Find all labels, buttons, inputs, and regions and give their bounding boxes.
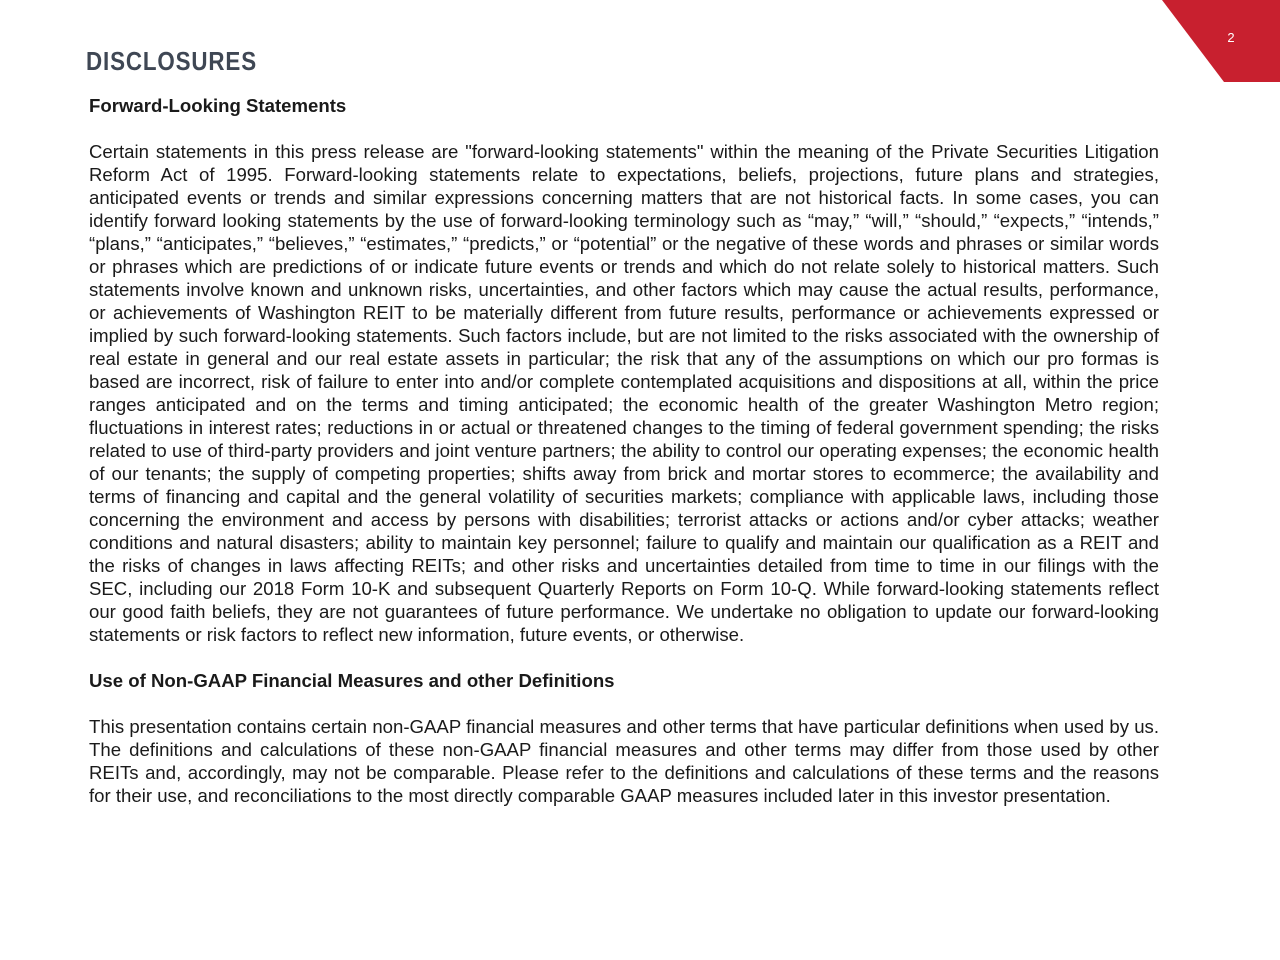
disclosure-content xyxy=(89,94,1159,807)
page-number: 2 xyxy=(1227,30,1235,45)
section-body-non-gaap: This presentation contains certain non-GAAP financial measures and other terms that have particular definitions when used by us. The definitions and calculations of these non-GAAP financial measures and other terms may differ from those used by other REITs and, accordingly, may not be comparable. Please refer to the definitions and calculations of these terms and the reasons for their use, and reconciliations to the most directly comparable GAAP measures included later in this investor presentation. xyxy=(89,716,1159,806)
section-heading-non-gaap: Use of Non-GAAP Financial Measures and other Definitions xyxy=(89,670,615,691)
section-heading-forward-looking: Forward-Looking Statements xyxy=(89,95,347,116)
section-body-forward-looking: Certain statements in this press release are "forward-looking statements" within the meaning of the Private Securities Litigation Reform Act of 1995. Forward-looking statements relate to expectations, beliefs, projections, future plans and strategies, anticipated events or trends and similar expressions concerning matters that are not historical facts. In some cases, you can identify forward looking statements by the use of forward-looking terminology such as “may,” “will,” “should,” “expects,” “intends,” “plans,” “anticipates,” “believes,” “estimates,” “predicts,” or “potential” or the negative of these words and phrases or similar words or phrases which are predictions of or indicate future events or trends and which do not relate solely to historical matters. Such statements involve known and unknown risks, uncertainties, and other factors which may cause the actual results, performance, or achievements of Washington REIT to be materially different from future results, performance or achievements expressed or implied by such forward-looking statements. Such factors include, but are not limited to the risks associated with the ownership of real estate in general and our real estate assets in particular; the risk that any of the assumptions on which our pro formas is based are incorrect, risk of failure to enter into and/or complete contemplated acquisitions and dispositions at all, within the price ranges anticipated and on the terms and timing anticipated; the economic health of the greater Washington Metro region; fluctuations in interest rates; reductions in or actual or threatened changes to the timing of federal government spending; the risks related to use of third-party providers and joint venture partners; the ability to control our operating expenses; the economic health of our tenants; the supply of competing properties; shifts away from brick and mortar stores to ecommerce; the availability and terms of financing and capital and the general volatility of securities markets; compliance with applicable laws, including those concerning the environment and access by persons with disabilities; terrorist attacks or actions and/or cyber attacks; weather conditions and natural disasters; ability to maintain key personnel; failure to qualify and maintain our qualification as a REIT and the risks of changes in laws affecting REITs; and other risks and uncertainties detailed from time to time in our filings with the SEC, including our 2018 Form 10-K and subsequent Quarterly Reports on Form 10-Q. While forward-looking statements reflect our good faith beliefs, they are not guarantees of future performance. We undertake no obligation to update our forward-looking statements or risk factors to reflect new information, future events, or otherwise. xyxy=(89,141,1159,645)
page-title: DISCLOSURES xyxy=(86,46,257,76)
